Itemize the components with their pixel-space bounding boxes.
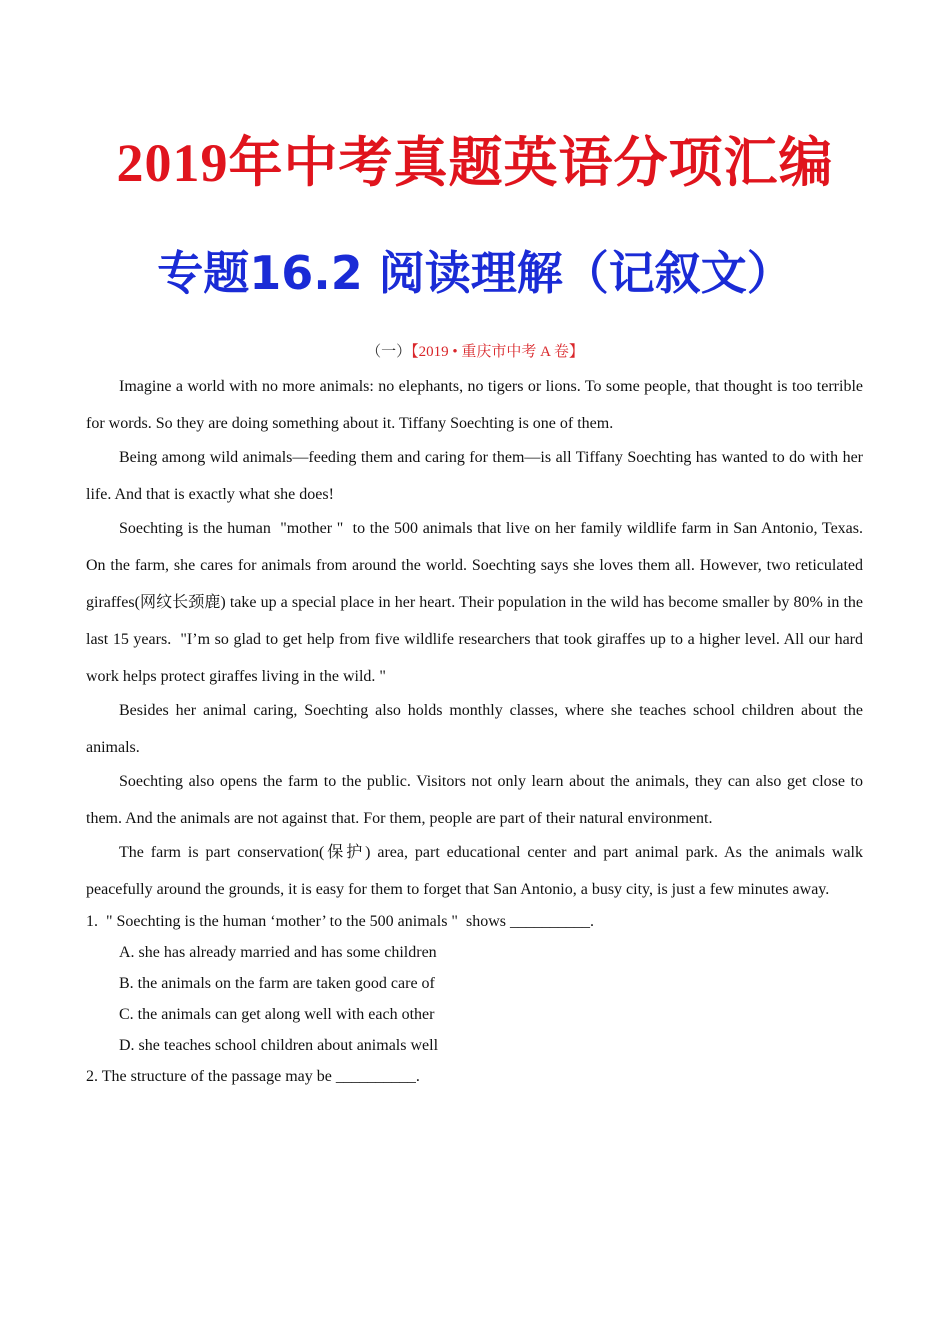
passage-paragraph: Imagine a world with no more animals: no elephants, no tigers or lions. To some people, that thought is too terrible for words. So they are doing something about it. Tiffany Soechting is one of them. xyxy=(86,378,863,432)
question-option: D. she teaches school children about animals well xyxy=(119,1037,439,1054)
passage-paragraph: Besides her animal caring, Soechting also holds monthly classes, where she teaches school children about the animals. xyxy=(86,702,863,756)
question-stem: 1. " Soechting is the human ‘mother’ to the 500 animals " shows __________. xyxy=(86,913,594,930)
question-stem: 2. The structure of the passage may be __________. xyxy=(86,1068,420,1085)
section-source xyxy=(0,340,950,364)
passage-paragraph: The farm is part conservation(保护) area, part educational center and part animal park. As the animals walk peacefully around the grounds, it is easy for them to forget that San Antonio, a busy city, is just a few minutes away. xyxy=(86,844,863,898)
exam-source-tag: 【2019 • 重庆市中考 A 卷】 xyxy=(411,344,584,360)
passage-paragraph: Soechting also opens the farm to the public. Visitors not only learn about the animals, they can also get close to them. And the animals are not against that. For them, people are part of their natural environment. xyxy=(86,773,863,827)
passage-paragraph: Soechting is the human "mother " to the 500 animals that live on her family wildlife farm in San Antonio, Texas. On the farm, she cares for animals from around the world. Soechting says she loves them all. However, two reticulated giraffes(网纹长颈鹿) take up a special place in her heart. Their population in the wild has become smaller by 80% in the last 15 years. "I’m so glad to get help from five wildlife researchers that took giraffes up to a higher level. All our hard work helps protect giraffes living in the wild. " xyxy=(86,520,863,685)
reading-body xyxy=(86,368,863,1091)
passage-paragraph: Being among wild animals—feeding them and caring for them—is all Tiffany Soechting has wanted to do with her life. And that is exactly what she does! xyxy=(86,449,863,503)
question-option: C. the animals can get along well with each other xyxy=(119,1006,435,1023)
topic-subtitle: 专题16.2 阅读理解（记叙文） xyxy=(157,246,793,300)
question-option: B. the animals on the farm are taken good care of xyxy=(119,975,435,992)
section-number: （一） xyxy=(366,344,412,360)
main-title: 2019年中考真题英语分项汇编 xyxy=(116,133,834,193)
question-option: A. she has already married and has some children xyxy=(119,944,437,961)
